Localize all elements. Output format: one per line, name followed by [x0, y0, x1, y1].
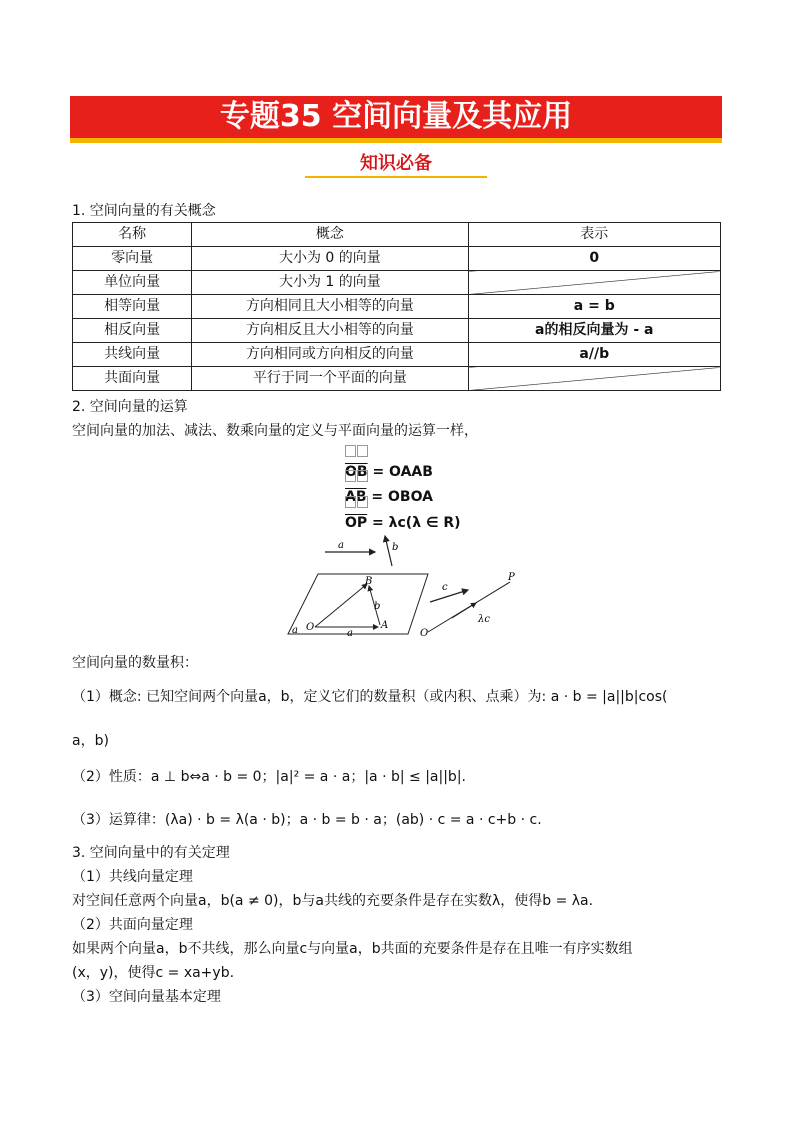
header-concept: 概念: [192, 223, 468, 247]
label-a-mid: a: [347, 628, 353, 639]
formula-rhs: = OBOA: [371, 489, 433, 505]
row-name: 相等向量: [73, 295, 192, 319]
row-name: 相反向量: [73, 319, 192, 343]
coplanar-theorem-text-cont: (x，y)，使得c = xa+yb.: [72, 965, 235, 981]
label-lc: λc: [478, 614, 490, 625]
collinear-theorem-text: 对空间任意两个向量a，b(a ≠ 0)，b与a共线的充要条件是存在实数λ，使得b = λa.: [72, 893, 594, 909]
collinear-theorem-title: （1）共线向量定理: [72, 869, 193, 885]
table-row: [73, 271, 721, 295]
row-name: 零向量: [73, 247, 192, 271]
basis-theorem-title: （3）空间向量基本定理: [72, 989, 221, 1005]
dot-product-properties: （2）性质：a ⊥ b⇔a · b = 0；|a|² = a · a；|a · b| ≤ |a||b|.: [72, 769, 466, 785]
row-concept: 方向相同且大小相等的向量: [192, 295, 468, 319]
header-notation: 表示: [468, 223, 721, 247]
coplanar-theorem-text: 如果两个向量a，b不共线，那么向量c与向量a，b共面的充要条件是存在且唯一有序实数组: [72, 941, 633, 957]
subtitle-underline: [305, 176, 487, 178]
section2-intro: 空间向量的加法、减法、数乘向量的定义与平面向量的运算一样，: [72, 423, 478, 439]
table-header-row: [73, 223, 721, 247]
label-P: P: [508, 572, 515, 583]
row-name: 单位向量: [73, 271, 192, 295]
vector-c-arrow: [430, 590, 468, 602]
vector-lc-arrow: [452, 603, 476, 618]
label-O: O: [306, 622, 315, 633]
section2-heading: 2. 空间向量的运算: [72, 399, 188, 415]
table-row: [73, 319, 721, 343]
placeholder-box: [345, 496, 356, 508]
row-notation: a的相反向量为 - a: [468, 319, 721, 343]
row-concept: 方向相反且大小相等的向量: [192, 319, 468, 343]
table-row: [73, 367, 721, 391]
row-notation: a//b: [468, 343, 721, 367]
formula-lhs: $\overline{OP}$: [345, 515, 368, 531]
label-c: c: [442, 582, 448, 593]
row-notation: 0: [468, 247, 721, 271]
concept-table: [72, 222, 721, 391]
row-name: 共线向量: [73, 343, 192, 367]
vector-b-arrow: [385, 536, 392, 566]
row-concept: 大小为 1 的向量: [192, 271, 468, 295]
placeholder-box: [345, 445, 356, 457]
dot-product-laws: （3）运算律：(λa) · b = λ(a · b)；a · b = b · a；(ab) · c = a · c+b · c.: [72, 812, 542, 828]
section1-heading: 1. 空间向量的有关概念: [72, 203, 216, 219]
title-banner: [70, 96, 722, 143]
coplanar-theorem-title: （2）共面向量定理: [72, 917, 193, 933]
dot-product-concept: （1）概念: 已知空间两个向量a，b，定义它们的数量积（或内积、点乘）为: a · b = |a||b|cos(: [72, 689, 668, 705]
placeholder-box: [345, 470, 356, 482]
section-subtitle: 知识必备: [360, 153, 432, 174]
vector-OB: [315, 584, 367, 627]
row-concept: 方向相同或方向相反的向量: [192, 343, 468, 367]
label-B: B: [365, 576, 373, 587]
label-a-plane: a: [292, 625, 298, 636]
formula-rhs: = OAAB: [372, 464, 433, 480]
formula-3: [345, 496, 461, 532]
label-b-mid: b: [374, 601, 381, 612]
formula-lhs: $\overline{AB}$: [345, 489, 367, 505]
row-concept: 平行于同一个平面的向量: [192, 367, 468, 391]
section3-heading: 3. 空间向量中的有关定理: [72, 845, 230, 861]
row-notation-blank: [468, 271, 721, 295]
header-name: 名称: [73, 223, 192, 247]
label-a-top: a: [338, 540, 344, 551]
dot-product-concept-cont: a，b): [72, 733, 109, 749]
row-concept: 大小为 0 的向量: [192, 247, 468, 271]
formula-rhs: = λc(λ ∈ R): [372, 515, 461, 531]
placeholder-box: [357, 496, 368, 508]
row-name: 共面向量: [73, 367, 192, 391]
vector-diagram: [270, 530, 520, 642]
row-notation: a = b: [468, 295, 721, 319]
table-row: [73, 343, 721, 367]
page-title: 专题35 空间向量及其应用: [219, 99, 573, 134]
label-A: A: [381, 620, 389, 631]
table-row: [73, 295, 721, 319]
formula-lhs: $\overline{OB}$: [345, 464, 368, 480]
placeholder-box: [357, 470, 368, 482]
placeholder-box: [357, 445, 368, 457]
row-notation-blank: [468, 367, 721, 391]
dot-product-heading: 空间向量的数量积：: [72, 655, 198, 671]
table-row: [73, 247, 721, 271]
label-O2: O: [420, 628, 429, 639]
label-b-top: b: [392, 542, 399, 553]
